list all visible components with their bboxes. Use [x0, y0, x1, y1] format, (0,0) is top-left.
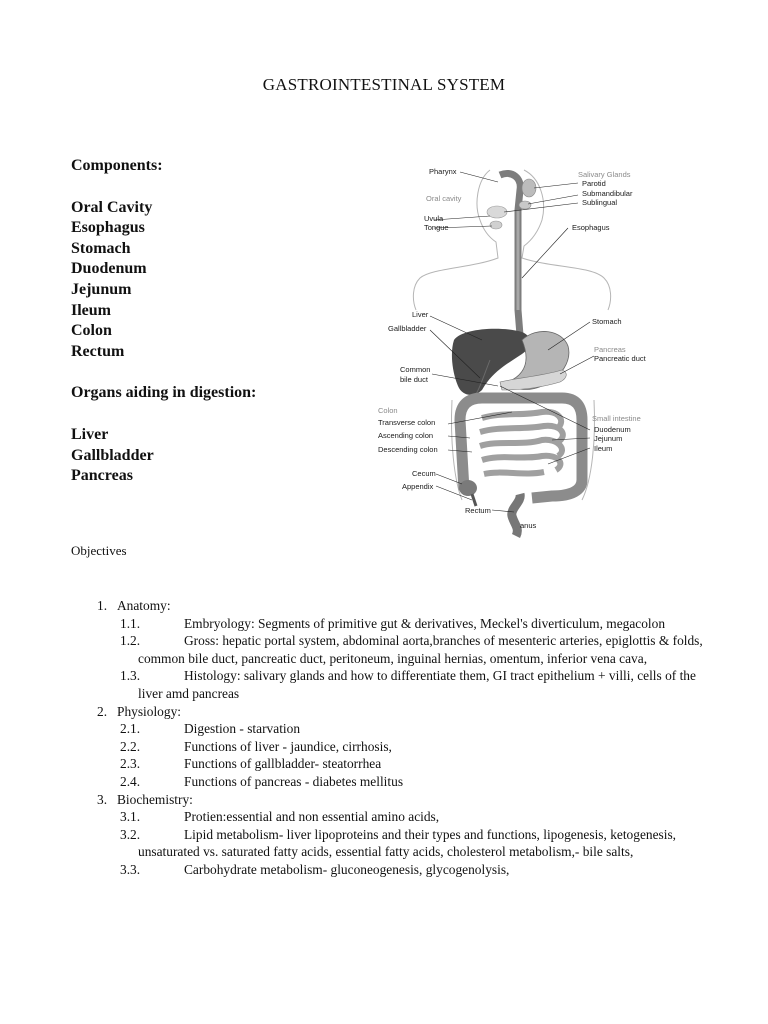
component-item: Duodenum [71, 260, 147, 278]
label-descending-colon: Descending colon [378, 445, 438, 454]
component-item: Rectum [71, 342, 125, 360]
outline-item: 2.1. Digestion - starvation [120, 721, 301, 737]
component-item: Jejunum [71, 280, 132, 298]
label-transverse-colon: Transverse colon [378, 418, 436, 427]
label-sublingual: Sublingual [582, 198, 618, 207]
organ-item: Liver [71, 425, 109, 443]
objectives-title: Objectives [71, 543, 127, 558]
page-title: GASTROINTESTINAL SYSTEM [262, 75, 506, 94]
components-heading: Components: [71, 157, 163, 174]
label-common: Common [400, 365, 431, 374]
label-cecum: Cecum [412, 469, 436, 478]
component-item: Oral Cavity [71, 198, 153, 216]
component-item: Ileum [71, 301, 111, 319]
label-gallbladder: Gallbladder [388, 324, 427, 333]
label-esophagus: Esophagus [572, 223, 610, 232]
outline-item: 3.2. Lipid metabolism- liver lipoproteins and their types and functions, lipogenesis, ketogenesis, unsaturated vs. saturated fatty acids, essential fatty acids, cholesterol metabolism,- bile salts, [120, 826, 677, 860]
outline-item: 3.1. Protien:essential and non essential amino acids, [120, 809, 440, 825]
outline-item: 2.4. Functions of pancreas - diabetes mellitus [120, 773, 404, 789]
label-stomach: Stomach [592, 317, 622, 326]
organ-item: Gallbladder [71, 446, 154, 464]
label-rectum: Rectum [465, 506, 491, 515]
label-ascending-colon: Ascending colon [378, 431, 434, 440]
label-bile-duct: bile duct [400, 375, 428, 384]
label-parotid: Parotid [582, 179, 606, 188]
outline-section: 1. Anatomy: [97, 598, 171, 613]
label-pharynx: Pharynx [429, 167, 457, 176]
outline-item: 1.2. Gross: hepatic portal system, abdominal aorta,branches of mesenteric arteries, epiglottis & folds, common bile duct, pancreatic duct, peritoneum, inguinal hernias, omentum, inferior vena cava, [120, 633, 703, 666]
outline-item: 1.3. Histology: salivary glands and how to differentiate them, GI tract epithelium + villi, cells of the liver amd pancreas [120, 668, 696, 701]
label-uvula: Uvula [424, 214, 444, 223]
rectum-shape [512, 494, 520, 536]
outline-item: 3.3. Carbohydrate metabolism- gluconeogenesis, glycogenolysis, [120, 861, 510, 877]
small-intestine-shape [480, 412, 563, 474]
label-duodenum: Duodenum [594, 425, 631, 434]
label-anus: anus [520, 521, 537, 530]
organs-heading: Organs aiding in digestion: [71, 384, 257, 402]
label-salivary-glands: Salivary Glands [578, 170, 631, 179]
label-colon: Colon [378, 406, 398, 415]
outline-section: 2. Physiology: [97, 703, 181, 719]
component-item: Colon [71, 322, 112, 340]
label-small-intestine: Small intestine [592, 414, 641, 423]
component-item: Esophagus [71, 219, 145, 237]
objectives-outline [97, 597, 717, 879]
outline-item: 2.3. Functions of gallbladder- steatorrhea [120, 756, 382, 772]
outline-section: 3. Biochemistry: [97, 791, 193, 807]
label-pancreas: Pancreas [594, 345, 626, 354]
label-tongue: Tongue [424, 223, 449, 232]
organ-item: Pancreas [71, 467, 133, 485]
label-liver: Liver [412, 310, 429, 319]
digestive-system-diagram [372, 150, 672, 540]
parotid-shape [522, 179, 536, 197]
label-oral-cavity: Oral cavity [426, 194, 462, 203]
label-jejunum: Jejunum [594, 434, 623, 443]
label-appendix: Appendix [402, 482, 434, 491]
outline-item: 2.2. Functions of liver - jaundice, cirrhosis, [120, 738, 392, 754]
components-block [71, 156, 256, 487]
label-pancreatic-duct: Pancreatic duct [594, 354, 646, 363]
outline-item: 1.1. Embryology: Segments of primitive gut & derivatives, Meckel's diverticulum, megacolon [120, 615, 666, 631]
label-submandibular: Submandibular [582, 189, 633, 198]
label-ileum: Ileum [594, 444, 613, 453]
component-item: Stomach [71, 239, 131, 257]
